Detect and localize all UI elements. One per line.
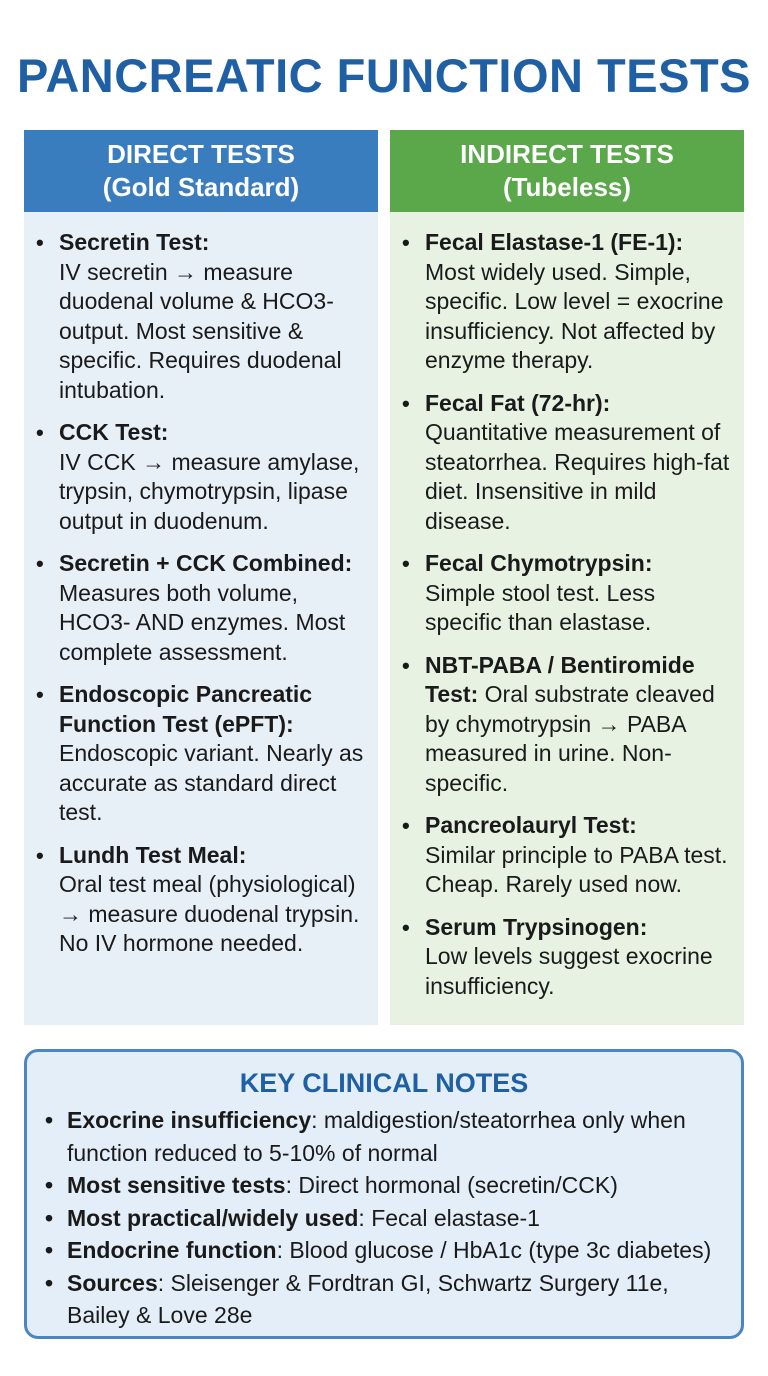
bullet-icon: • <box>402 390 410 416</box>
indirect-tests-heading: INDIRECT TESTS <box>460 139 674 169</box>
note-item <box>27 1169 741 1202</box>
note-text: : Fecal elastase-1 <box>358 1204 540 1231</box>
direct-test-item <box>24 680 378 828</box>
test-name: Endoscopic Pancreatic Function Test (ePFT): <box>59 681 313 737</box>
test-name: Fecal Elastase-1 (FE-1): <box>425 229 684 255</box>
bullet-icon: • <box>36 682 44 707</box>
direct-test-item <box>24 418 378 536</box>
bullet-icon: • <box>36 230 44 255</box>
note-term: Exocrine insufficiency <box>67 1107 312 1133</box>
indirect-test-item <box>390 651 744 799</box>
test-name: Serum Trypsinogen: <box>425 913 648 940</box>
bullet-icon: • <box>45 1237 54 1263</box>
test-description: Oral substrate cleaved by chymotrypsin → PABA measured in urine. Non-specific. <box>425 681 715 796</box>
test-name: Fecal Fat (72-hr): <box>425 389 611 416</box>
test-description: Similar principle to PABA test. Cheap. Rarely used now. <box>425 841 728 897</box>
note-item <box>27 1104 741 1169</box>
bullet-icon: • <box>402 914 410 940</box>
test-description: Quantitative measurement of steatorrhea. Requires high-fat diet. Insensitive in mild disease. <box>425 419 730 534</box>
direct-tests-list <box>24 212 378 959</box>
test-description: Simple stool test. Less specific than elastase. <box>425 579 656 635</box>
bullet-icon: • <box>402 230 410 255</box>
notes-list <box>27 1104 741 1332</box>
test-name: CCK Test: <box>59 419 169 445</box>
test-name: NBT-PABA / Bentiromide Test: <box>425 651 695 707</box>
bullet-icon: • <box>36 551 44 576</box>
test-description: Oral test meal (physiological) → measure duodenal trypsin. No IV hormone needed. <box>59 871 360 956</box>
test-name: Lundh Test Meal: <box>59 841 247 868</box>
direct-test-item <box>24 228 378 405</box>
indirect-test-item <box>390 913 744 1002</box>
bullet-icon: • <box>36 420 44 445</box>
indirect-test-item <box>390 228 744 376</box>
test-name: Pancreolauryl Test: <box>425 812 637 838</box>
test-name: Fecal Chymotrypsin: <box>425 550 653 576</box>
note-term: Most sensitive tests <box>67 1172 286 1198</box>
indirect-tests-subheading: (Tubeless) <box>502 172 632 202</box>
indirect-tests-panel <box>390 130 744 1025</box>
test-name: Secretin + CCK Combined: <box>59 550 353 576</box>
bullet-icon: • <box>402 652 410 678</box>
note-text: : Blood glucose / HbA1c (type 3c diabetes) <box>276 1237 712 1263</box>
bullet-icon: • <box>45 1172 54 1198</box>
test-description: Most widely used. Simple, specific. Low level = exocrine insufficiency. Not affected by enzyme therapy. <box>425 258 724 373</box>
bullet-icon: • <box>45 1269 54 1296</box>
indirect-test-item <box>390 389 744 537</box>
test-description: Low levels suggest exocrine insufficiency. <box>425 943 713 999</box>
note-text: : Direct hormonal (secretin/CCK) <box>285 1172 618 1198</box>
note-text: : maldigestion/steatorrhea only when function reduced to 5-10% of normal <box>67 1107 686 1166</box>
indirect-tests-body <box>390 212 744 1025</box>
direct-tests-subheading: (Gold Standard) <box>102 172 300 202</box>
note-term: Most practical/widely used <box>67 1204 359 1231</box>
bullet-icon: • <box>402 551 410 576</box>
bullet-icon: • <box>36 842 44 868</box>
note-item <box>27 1202 741 1235</box>
direct-test-item <box>24 549 378 667</box>
test-description: IV secretin → measure duodenal volume & HCO3- output. Most sensitive & specific. Requires duodenal intubation. <box>59 258 342 403</box>
indirect-tests-list <box>390 212 744 1001</box>
direct-tests-heading: DIRECT TESTS <box>107 139 295 169</box>
bullet-icon: • <box>45 1107 54 1133</box>
test-name: Secretin Test: <box>59 229 210 255</box>
test-description: IV CCK → measure amylase, trypsin, chymotrypsin, lipase output in duodenum. <box>59 448 360 534</box>
direct-tests-body <box>24 212 378 1025</box>
indirect-test-item <box>390 811 744 900</box>
direct-tests-panel <box>24 130 378 1025</box>
test-description: Measures both volume, HCO3- AND enzymes. Most complete assessment. <box>59 579 346 665</box>
direct-tests-header <box>24 130 378 212</box>
test-description: Endoscopic variant. Nearly as accurate as standard direct test. <box>59 740 364 825</box>
bullet-icon: • <box>402 813 410 838</box>
direct-test-item <box>24 841 378 959</box>
indirect-test-item <box>390 549 744 638</box>
page-title: PANCREATIC FUNCTION TESTS <box>16 49 752 102</box>
note-text: : Sleisenger & Fordtran GI, Schwartz Surgery 11e, Bailey & Love 28e <box>67 1269 669 1328</box>
key-clinical-notes-box <box>24 1049 744 1339</box>
notes-title: KEY CLINICAL NOTES <box>239 1068 529 1098</box>
indirect-tests-header <box>390 130 744 212</box>
note-item <box>27 1234 741 1267</box>
note-term: Sources <box>67 1269 158 1296</box>
bullet-icon: • <box>45 1204 54 1231</box>
note-term: Endocrine function <box>67 1237 277 1263</box>
note-item <box>27 1267 741 1332</box>
